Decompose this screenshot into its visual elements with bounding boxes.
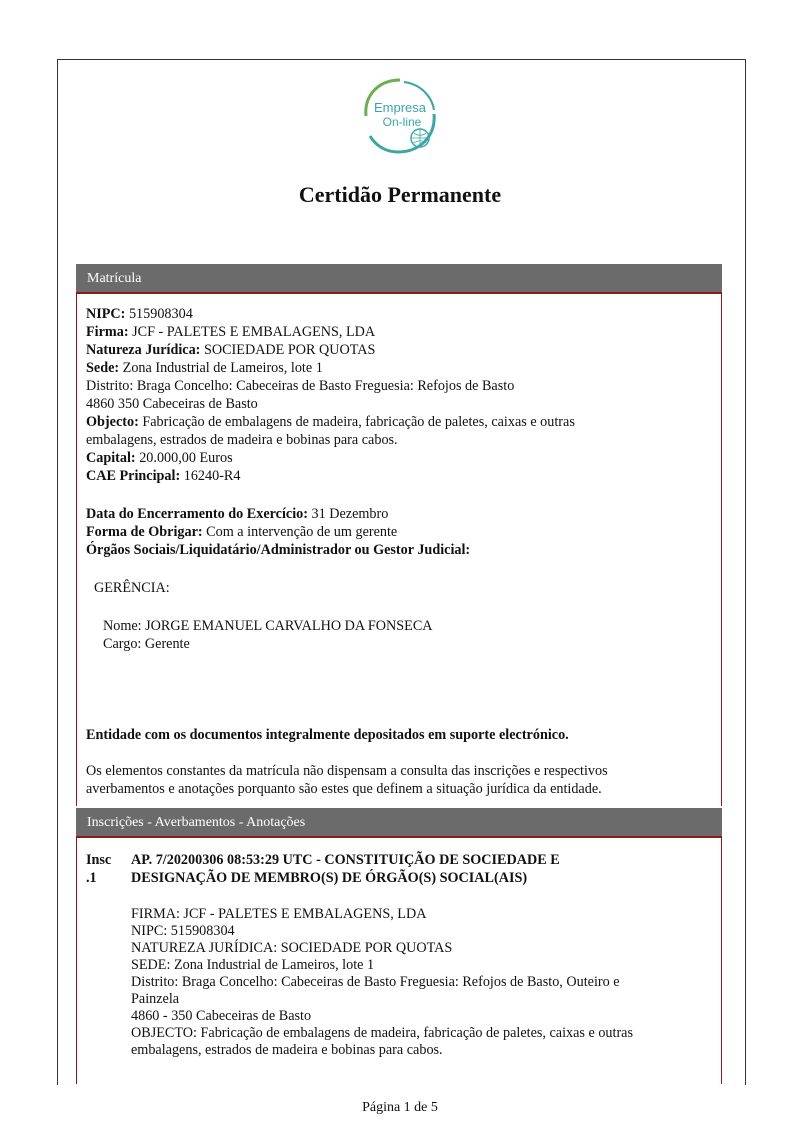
objecto-value-1: Fabricação de embalagens de madeira, fabricação de paletes, caixas e outras [138, 414, 575, 430]
encerramento-label: Data do Encerramento do Exercício: [86, 506, 308, 522]
page-title: Certidão Permanente [298, 182, 502, 207]
distrito-row: Distrito: Braga Concelho: Cabeceiras de Basto Freguesia: Refojos de Basto [86, 378, 515, 394]
insc-line: FIRMA: JCF - PALETES E EMBALAGENS, LDA [131, 906, 427, 922]
insc-line: OBJECTO: Fabricação de embalagens de madeira, fabricação de paletes, caixas e outras [131, 1025, 633, 1041]
firma-row [86, 324, 375, 341]
insc-line: NIPC: 515908304 [131, 923, 235, 939]
logo-text-2: On-line [382, 115, 422, 129]
orgaos-label: Órgãos Sociais/Liquidatário/Administrador ou Gestor Judicial: [86, 542, 471, 558]
insc-line: NATUREZA JURÍDICA: SOCIEDADE POR QUOTAS [131, 940, 453, 956]
cae-row [86, 468, 240, 485]
entidade-statement: Entidade com os documentos integralmente depositados em suporte electrónico. [86, 727, 569, 743]
insc-number-2: .1 [86, 870, 97, 886]
nipc-label: NIPC: [86, 306, 126, 322]
page-number: Página 1 de 5 [362, 1100, 438, 1115]
matricula-note-1: Os elementos constantes da matrícula não dispensam a consulta das inscrições e respectivos [86, 763, 608, 779]
obrigar-label: Forma de Obrigar: [86, 524, 203, 540]
firma-value: JCF - PALETES E EMBALAGENS, LDA [128, 324, 376, 340]
capital-label: Capital: [86, 450, 136, 466]
section-header-inscricoes: Inscrições - Averbamentos - Anotações [76, 808, 722, 838]
natureza-value: SOCIEDADE POR QUOTAS [200, 342, 376, 358]
empresa-online-logo [358, 76, 442, 158]
insc-line: 4860 - 350 Cabeceiras de Basto [131, 1008, 312, 1024]
insc-line: Painzela [131, 991, 180, 1007]
insc-line: Distrito: Braga Concelho: Cabeceiras de Basto Freguesia: Refojos de Basto, Outeiro e [131, 974, 620, 990]
obrigar-value: Com a intervenção de um gerente [202, 524, 398, 540]
insc-line: SEDE: Zona Industrial de Lameiros, lote 1 [131, 957, 375, 973]
firma-label: Firma: [86, 324, 129, 340]
nipc-value: 515908304 [125, 306, 193, 322]
logo-text-1: Empresa [373, 100, 427, 115]
obrigar-row [86, 524, 397, 541]
insc-number-1: Insc [86, 852, 112, 868]
encerramento-value: 31 Dezembro [307, 506, 389, 522]
objecto-label: Objecto: [86, 414, 139, 430]
sede-value: Zona Industrial de Lameiros, lote 1 [119, 360, 323, 376]
encerramento-row [86, 506, 388, 523]
cae-value: 16240-R4 [180, 468, 241, 484]
capital-value: 20.000,00 Euros [135, 450, 233, 466]
insc-title-2: DESIGNAÇÃO DE MEMBRO(S) DE ÓRGÃO(S) SOCIAL(AIS) [131, 870, 528, 886]
section-header-matricula: Matrícula [76, 264, 722, 294]
insc-title-1: AP. 7/20200306 08:53:29 UTC - CONSTITUIÇÃO DE SOCIEDADE E [131, 852, 560, 868]
natureza-label: Natureza Jurídica: [86, 342, 201, 358]
cae-label: CAE Principal: [86, 468, 181, 484]
gerente-nome: Nome: JORGE EMANUEL CARVALHO DA FONSECA [103, 618, 433, 634]
objecto-row-2: embalagens, estrados de madeira e bobinas para cabos. [86, 432, 398, 448]
sede-label: Sede: [86, 360, 120, 376]
capital-row [86, 450, 233, 467]
natureza-row [86, 342, 375, 359]
sede-row [86, 360, 323, 377]
matricula-note-2: averbamentos e anotações porquanto são estes que definem a situação jurídica da entidade. [86, 781, 602, 797]
insc-line: embalagens, estrados de madeira e bobinas para cabos. [131, 1042, 443, 1058]
postal-row: 4860 350 Cabeceiras de Basto [86, 396, 258, 412]
nipc-row [86, 306, 193, 323]
gerente-cargo: Cargo: Gerente [103, 636, 190, 652]
gerencia-label: GERÊNCIA: [94, 580, 170, 596]
objecto-row [86, 414, 575, 431]
